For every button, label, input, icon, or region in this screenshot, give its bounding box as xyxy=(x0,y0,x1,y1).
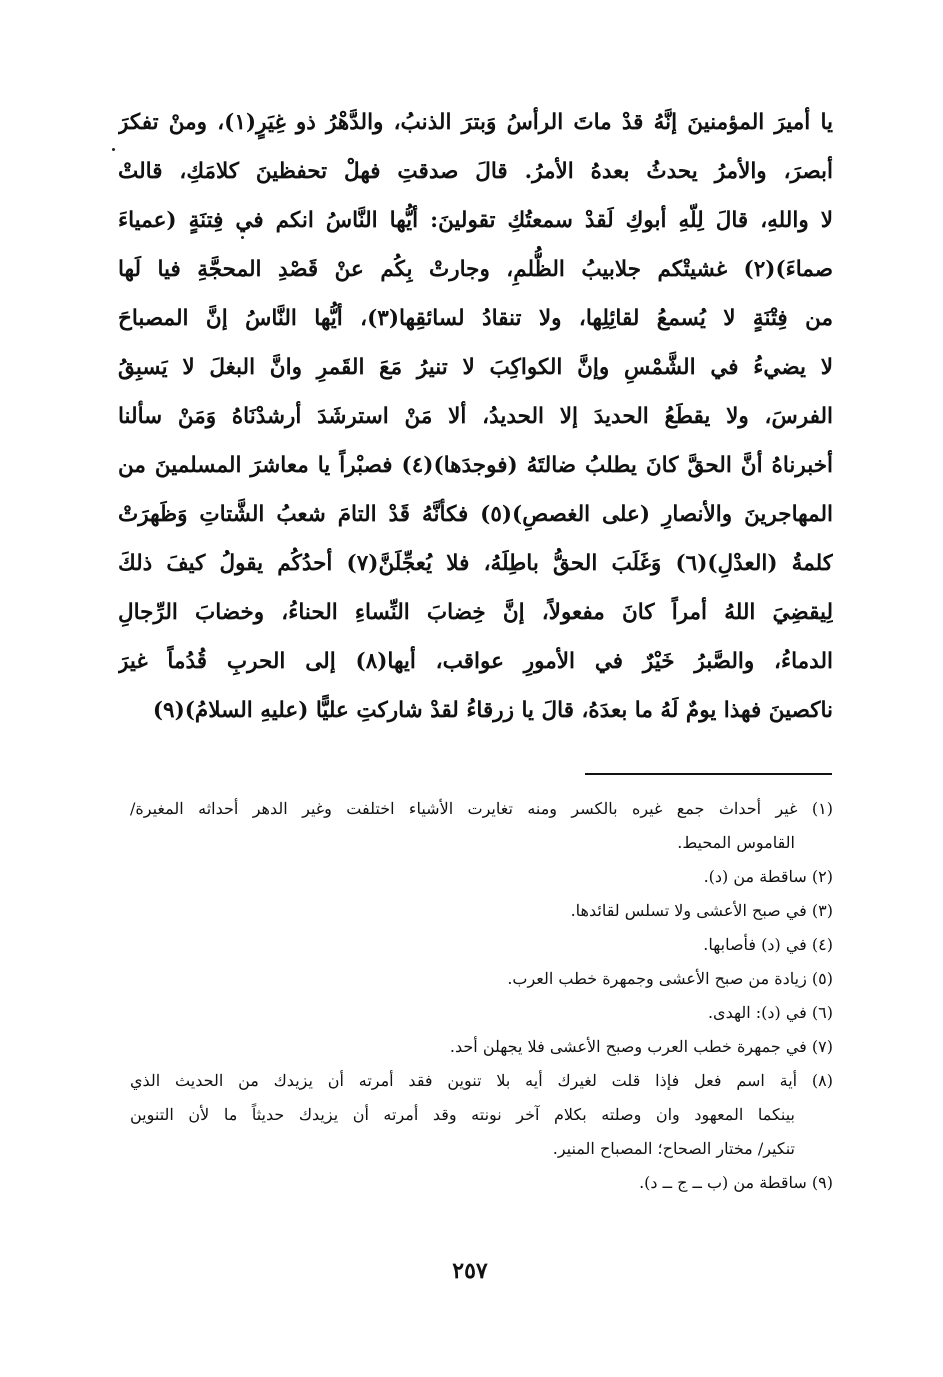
main-text-block xyxy=(118,98,833,735)
footnote-8-continuation: تنكير/ مختار الصحاح؛ المصباح المنير. xyxy=(552,1139,795,1158)
footnote-6: (٦) في (د): الهدى. xyxy=(707,1003,833,1022)
main-text-line: صماءَ)(٢) غشيتْكم جلابيبُ الظُّلمِ، وجارتْ بِكُم عنْ قَصْدِ المحجَّةِ فيا لَها xyxy=(118,257,833,282)
footnote-4: (٤) في (د) فأصابها. xyxy=(703,935,833,954)
page-number: ٢٥٧ xyxy=(452,1258,488,1284)
footnote-8-continuation: بينكما المعهود وان وصلته بكلام آخر نونته وقد أمرته أن يزيدك حديثاً ما لأن التنوين xyxy=(130,1105,795,1124)
main-text-line: ناكصينَ فهذا يومٌ لَهُ ما بعدَهُ، قالَ يا زرقاءُ لقدْ شاركتِ عليًّا (عليهِ السلامُ)(٩) xyxy=(152,698,833,723)
main-text-line: لِيقضِيَ اللهُ أمراً كانَ مفعولاً، إنَّ خِضابَ النِّساءِ الحناءُ، وخضابَ الرِّجالِ xyxy=(118,600,833,625)
main-text-line: الفرسَ، ولا يقطَعُ الحديدَ إلا الحديدُ، ألا مَنْ استرشَدَ أرشدْنَاهُ وَمَنْ سألنا xyxy=(118,404,833,429)
main-text-line: الدماءُ، والصَّبرُ خَيْرٌ في الأمورِ عواقب، أيها(٨) إلى الحربِ قُدُماً غيرَ xyxy=(118,649,833,674)
footnote-9: (٩) ساقطة من (ب ــ ج ــ د). xyxy=(639,1173,833,1192)
main-text-line: أبصرَ، والأمرُ يحدثُ بعدهُ الأمرُ. قالَ صدقتِ فهلْ تحفظينَ كلامَكِ، قالتْ xyxy=(118,159,833,184)
footnote-3: (٣) في صبح الأعشى ولا تسلس لقائدها. xyxy=(570,901,833,920)
main-text-line: لا يضيءُ في الشَّمْسِ وإنَّ الكواكِبَ لا تنيرُ مَعَ القَمرِ وانَّ البغلَ لا يَسبِقُ xyxy=(118,355,833,380)
main-text-line: المهاجرينَ والأنصارِ (على الغصصِ)(٥) فكأنَّهُ قَدْ التامَ شعبُ الشَّتاتِ وَظَهرَتْ xyxy=(118,502,833,527)
scan-speck xyxy=(241,236,244,239)
footnote-8: (٨) أية اسم فعل فإذا قلت لغيرك أيه بلا تنوين فقد أمرته أن يزيدك من الحديث الذي xyxy=(130,1071,833,1090)
footnote-7: (٧) في جمهرة خطب العرب وصبح الأعشى فلا يجهلن أحد. xyxy=(449,1037,833,1056)
main-text-line: من فِتْنَةٍ لا يُسمعُ لقائِلِها، ولا تنقادُ لسائقِها(٣)، أيُّها النَّاسُ إنَّ المصباحَ xyxy=(118,306,833,331)
footnote-separator xyxy=(585,773,832,775)
main-text-line: أخبرناهُ أنَّ الحقَّ كانَ يطلبُ ضالتَهُ (فوجدَها)(٤) فصبْراً يا معاشرَ المسلمينَ من xyxy=(118,453,833,478)
main-text-line: كلمةُ (العدْلِ)(٦) وَغَلَبَ الحقُّ باطِلَهُ، فلا يُعجِّلَنَّ(٧) أحدُكُم يقولُ كيفَ ذلكَ xyxy=(118,551,833,576)
main-text-line: لا واللهِ، قالَ لِلّهِ أبوكِ لَقدْ سمعتُكِ تقولينَ: أيُّها النَّاسُ انكم في فِتنَةٍ (عمياءَ xyxy=(118,208,833,233)
footnote-2: (٢) ساقطة من (د). xyxy=(703,867,833,886)
main-text-line: يا أميرَ المؤمنينَ إنَّهُ قدْ ماتَ الرأسُ وَبترَ الذنبُ، والدَّهْرُ ذو غِيَرٍ(١)، ومنْ تفكرَ xyxy=(118,110,833,135)
scan-speck xyxy=(112,148,115,151)
footnote-5: (٥) زيادة من صبح الأعشى وجمهرة خطب العرب. xyxy=(507,969,833,988)
footnote-1: (١) غير أحداث جمع غيره بالكسر ومنه تغايرت الأشياء اختلفت وغير الدهر أحداثه المغيرة/ xyxy=(130,799,833,818)
footnote-1-continuation: القاموس المحيط. xyxy=(677,833,795,852)
footnotes-block xyxy=(130,792,833,1200)
